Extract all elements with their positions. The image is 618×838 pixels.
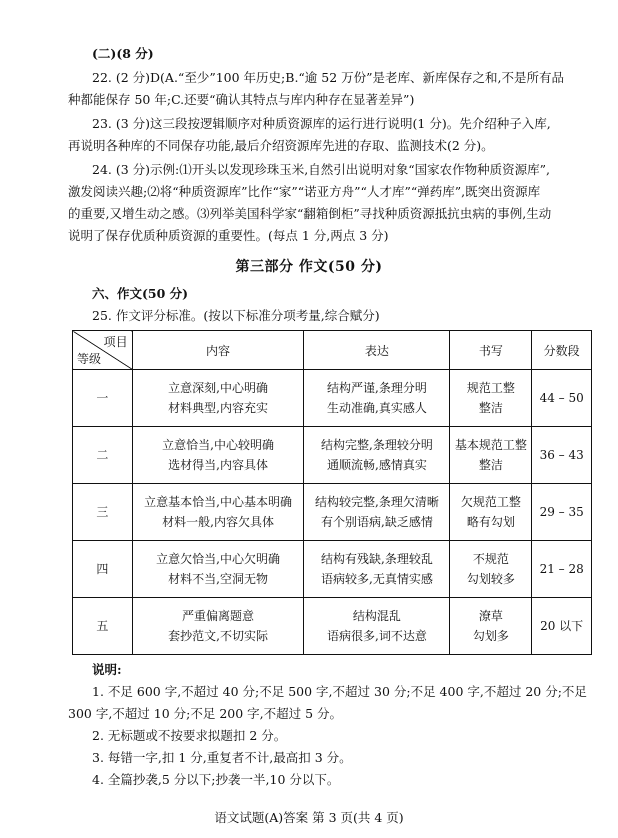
q24-line1: 24. (3 分)示例:⑴开头以发现珍珠玉米,自然引出说明对象“国家农作物种质资源库”, bbox=[92, 162, 550, 177]
corner-top-label: 项目 bbox=[103, 335, 128, 349]
writing-cell: 欠规范工整 略有勾划 bbox=[450, 484, 532, 541]
q25-text: 25. 作文评分标准。(按以下标准分项考量,综合赋分) bbox=[92, 308, 380, 323]
score-cell: 20 以下 bbox=[532, 598, 592, 655]
section6-heading: 六、作文(50 分) bbox=[92, 286, 189, 301]
section2-heading: (二)(8 分) bbox=[92, 46, 154, 61]
score-cell: 21 – 28 bbox=[532, 541, 592, 598]
score-cell: 29 – 35 bbox=[532, 484, 592, 541]
corner-bottom-label: 等级 bbox=[77, 352, 102, 366]
q24-line3: 的重要,又增生动之感。⑶列举美国科学家“翻箱倒柜”寻找种质资源抵抗虫病的事例,生动 bbox=[68, 206, 552, 221]
header-expression: 表达 bbox=[304, 331, 450, 370]
level-cell: 四 bbox=[73, 541, 133, 598]
score-cell: 44 – 50 bbox=[532, 370, 592, 427]
expression-cell: 结构严谨,条理分明 生动准确,真实感人 bbox=[304, 370, 450, 427]
expression-cell: 结构混乱 语病很多,词不达意 bbox=[304, 598, 450, 655]
content-cell: 严重偏离题意 套抄范文,不切实际 bbox=[132, 598, 304, 655]
table-row bbox=[73, 541, 592, 598]
expression-cell: 结构有残缺,条理较乱 语病较多,无真情实感 bbox=[304, 541, 450, 598]
grading-table bbox=[72, 330, 592, 655]
note1-line2: 300 字,不超过 10 分;不足 200 字,不超过 5 分。 bbox=[68, 706, 343, 721]
header-score: 分数段 bbox=[532, 331, 592, 370]
writing-cell: 不规范 勾划较多 bbox=[450, 541, 532, 598]
content-cell: 立意深刻,中心明确 材料典型,内容充实 bbox=[132, 370, 304, 427]
header-content: 内容 bbox=[132, 331, 304, 370]
q24-line4: 说明了保存优质种质资源的重要性。(每点 1 分,两点 3 分) bbox=[68, 228, 389, 243]
table-row bbox=[73, 598, 592, 655]
page-footer: 语文试题(A)答案 第 3 页(共 4 页) bbox=[214, 810, 404, 825]
writing-cell: 规范工整 整洁 bbox=[450, 370, 532, 427]
note3: 3. 每错一字,扣 1 分,重复者不计,最高扣 3 分。 bbox=[92, 750, 352, 765]
note2: 2. 无标题或不按要求拟题扣 2 分。 bbox=[92, 728, 287, 743]
content-cell: 立意基本恰当,中心基本明确 材料一般,内容欠具体 bbox=[132, 484, 304, 541]
table-row bbox=[73, 370, 592, 427]
q23-line1: 23. (3 分)这三段按逻辑顺序对种质资源库的运行进行说明(1 分)。先介绍种子入库, bbox=[92, 116, 551, 131]
notes-title: 说明: bbox=[92, 662, 122, 677]
corner-cell bbox=[73, 331, 133, 370]
part3-title: 第三部分 作文(50 分) bbox=[235, 259, 383, 275]
content-cell: 立意欠恰当,中心欠明确 材料不当,空洞无物 bbox=[132, 541, 304, 598]
header-writing: 书写 bbox=[450, 331, 532, 370]
writing-cell: 潦草 勾划多 bbox=[450, 598, 532, 655]
level-cell: 三 bbox=[73, 484, 133, 541]
writing-cell: 基本规范工整 整洁 bbox=[450, 427, 532, 484]
q22-line1: 22. (2 分)D(A.“至少”100 年历史;B.“逾 52 万份”是老库、新库保存之和,不是所有品 bbox=[92, 70, 565, 85]
q22-line2: 种都能保存 50 年;C.还要“确认其特点与库内种存在显著差异”) bbox=[68, 92, 415, 107]
level-cell: 二 bbox=[73, 427, 133, 484]
note1-line1: 1. 不足 600 字,不超过 40 分;不足 500 字,不超过 30 分;不足 400 字,不超过 20 分;不足 bbox=[92, 684, 587, 699]
expression-cell: 结构较完整,条理欠清晰 有个别语病,缺乏感情 bbox=[304, 484, 450, 541]
expression-cell: 结构完整,条理较分明 通顺流畅,感情真实 bbox=[304, 427, 450, 484]
q23-line2: 再说明各种库的不同保存功能,最后介绍资源库先进的存取、监测技术(2 分)。 bbox=[68, 138, 494, 153]
level-cell: 一 bbox=[73, 370, 133, 427]
note4: 4. 全篇抄袭,5 分以下;抄袭一半,10 分以下。 bbox=[92, 772, 340, 787]
table-row bbox=[73, 484, 592, 541]
q24-line2: 激发阅读兴趣;⑵将“种质资源库”比作“家”“诺亚方舟”“人才库”“弹药库”,既突出资源库 bbox=[68, 184, 541, 199]
table-header-row bbox=[73, 331, 592, 370]
score-cell: 36 – 43 bbox=[532, 427, 592, 484]
level-cell: 五 bbox=[73, 598, 133, 655]
table-row bbox=[73, 427, 592, 484]
content-cell: 立意恰当,中心较明确 选材得当,内容具体 bbox=[132, 427, 304, 484]
